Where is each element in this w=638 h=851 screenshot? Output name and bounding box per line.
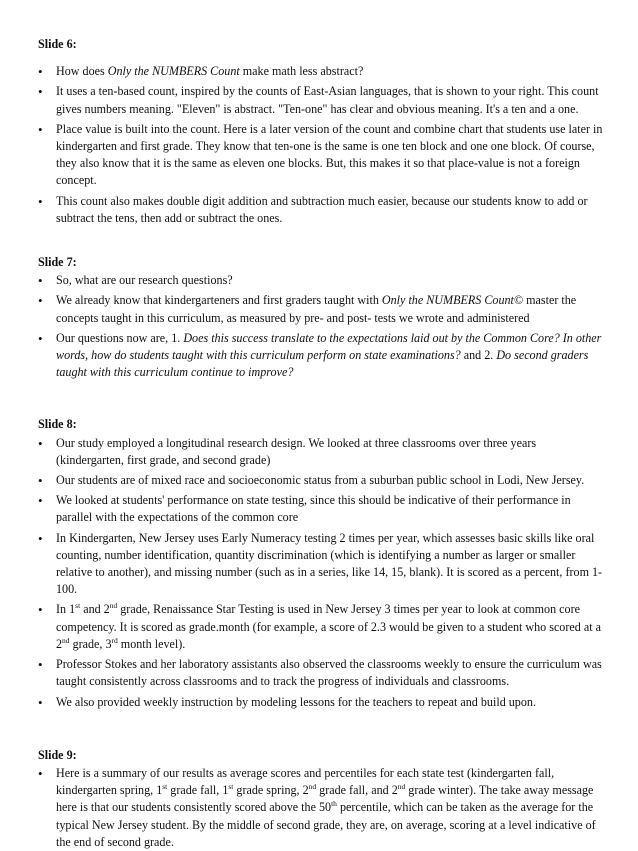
slide-7-bullet-1: • So, what are our research questions? (38, 272, 604, 289)
slide-7-title: Slide 7: (38, 255, 77, 270)
slide-8-bullet-7: • We also provided weekly instruction by modeling lessons for the teachers to repeat and build upon. (38, 694, 604, 711)
slide-6-bullet-1: • How does Only the NUMBERS Count make math less abstract? (38, 63, 604, 80)
slide-8-bullet-4: • In Kindergarten, New Jersey uses Early Numeracy testing 2 times per year, which assesses basic skills like oral counting, number identification, quantity discrimination (which is identifying a number as larger or smaller relative to another), and missing number (such as in a series, like 14, 15, blank). It is scored as a percent, from 1-100. (38, 530, 604, 599)
slide-6-bullet-3: • Place value is built into the count. Here is a later version of the count and combine chart that students use later in kindergarten and first grade. They know that ten-one is the same is one ten block and one one block. Of course, they also know that it is the same as eleven one blocks. But, this makes it so that place-value is not a foreign concept. (38, 121, 604, 190)
slide-9-section (38, 747, 604, 851)
slide-6-title: Slide 6: (38, 37, 77, 51)
slide-8-bullet-1: • Our study employed a longitudinal research design. We looked at three classrooms over three years (kindergarten, first grade, and second grade) (38, 435, 604, 469)
slide-8-bullet-5: • In 1st and 2nd grade, Renaissance Star Testing is used in New Jersey 3 times per year to look at common core competency. It is scored as grade.month (for example, a score of 2.3 would be given to a student who scored at a 2nd grade, 3rd month level). (38, 601, 604, 653)
slide-8-bullet-2: • Our students are of mixed race and socioeconomic status from a suburban public school in Lodi, New Jersey. (38, 472, 604, 489)
slide-9-title: Slide 9: (38, 747, 77, 762)
slide-6-bullet-4: • This count also makes double digit addition and subtraction much easier, because our students know to add or subtract the tens, then add or subtract the ones. (38, 193, 604, 227)
slide-7-bullet-2: • We already know that kindergarteners and first graders taught with Only the NUMBERS Count© master the concepts taught in this curriculum, as measured by pre- and post- tests we wrote and administered (38, 292, 604, 326)
slide-9-bullets (38, 765, 604, 851)
slide-8-title: Slide 8: (38, 417, 77, 432)
slide-7-bullet-3: • Our questions now are, 1. Does this success translate to the expectations laid out by the Common Core? In other words, how do students taught with this curriculum perform on state examinations? and 2. Do second graders taught with this curriculum continue to improve? (38, 330, 604, 382)
slide-8-section (38, 416, 604, 710)
slide-6-bullets (38, 63, 604, 227)
slide-9-bullet-1: • Here is a summary of our results as average scores and percentiles for each state test (kindergarten fall, kindergarten spring, 1st grade fall, 1st grade spring, 2nd grade fall, and 2nd grade winter). The take away message here is that our students consistently scored above the 50th percentile, which can be taken as the average for the typical New Jersey student. By the middle of second grade, they are, on average, scoring at a level indicative of the end of second grade. (38, 765, 604, 851)
slide-8-bullet-6: • Professor Stokes and her laboratory assistants also observed the classrooms weekly to ensure the curriculum was taught consistently across classrooms and to track the progress of individuals and classrooms. (38, 656, 604, 690)
slide-8-bullets (38, 435, 604, 711)
slide-8-bullet-3: • We looked at students' performance on state testing, since this should be indicative of their performance in parallel with the expectations of the common core (38, 492, 604, 526)
slide-7-section (38, 254, 604, 381)
slide-7-bullets (38, 272, 604, 381)
slide-6-bullet-2: • It uses a ten-based count, inspired by the counts of East-Asian languages, that is shown to your right. This count gives numbers meaning. "Eleven" is abstract. "Ten-one" has clear and obvious meaning. It's a ten and a one. (38, 83, 604, 117)
slide-6-section (38, 36, 604, 227)
